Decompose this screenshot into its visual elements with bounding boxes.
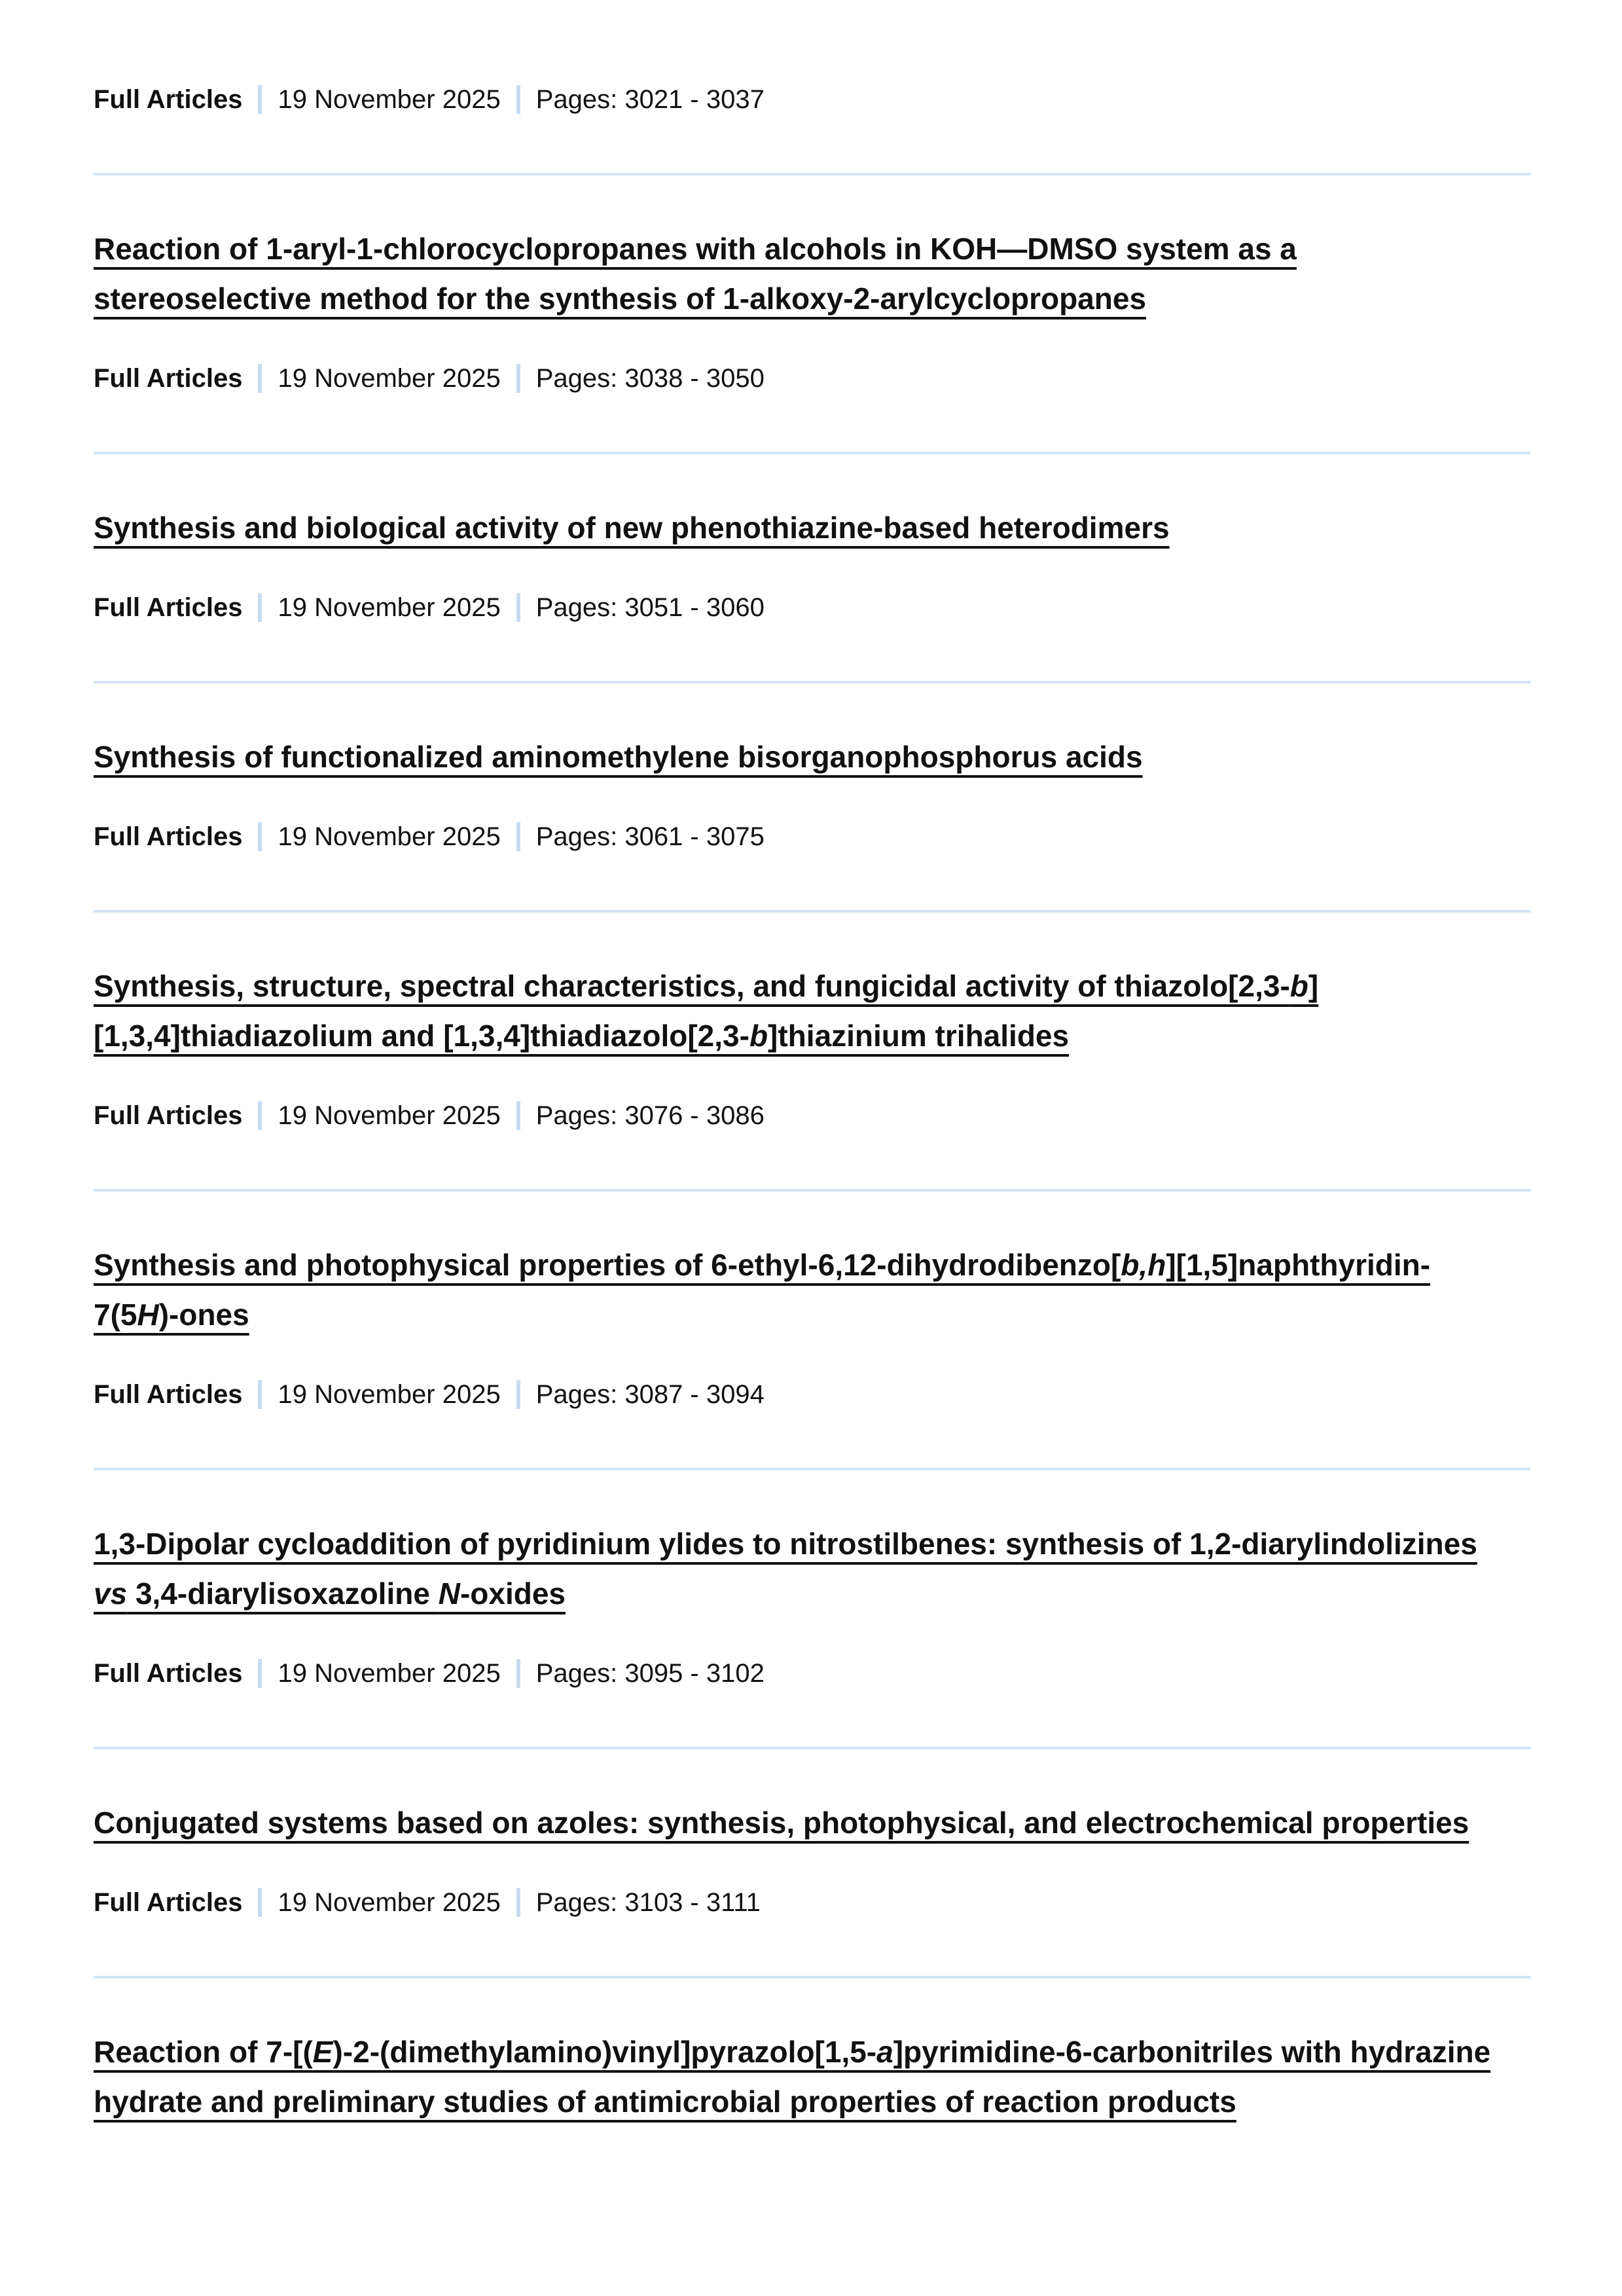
divider [94, 910, 1531, 913]
title-segment: ][1,5]naphthyridin-7(5 [94, 1248, 1431, 1332]
page-range: Pages: 3095 - 3102 [535, 1658, 765, 1688]
separator [258, 1380, 262, 1409]
publication-date: 19 November 2025 [278, 363, 501, 393]
title-segment: Synthesis and biological activity of new phenothiazine-based heterodimers [94, 511, 1170, 545]
separator [258, 1659, 262, 1688]
publication-date: 19 November 2025 [278, 822, 501, 851]
title-segment: Synthesis and photophysical properties of 6-ethyl-6,12-dihydrodibenzo[ [94, 1248, 1121, 1282]
page-range: Pages: 3021 - 3037 [535, 84, 765, 114]
article-type: Full Articles [94, 1658, 243, 1688]
article-title-link[interactable] [94, 224, 1501, 323]
title-segment: Reaction of 1-aryl-1-chlorocyclopropanes with alcohols in KOH—DMSO system as a stereoselective method for the synthesis of 1-alkoxy-2-arylcyclopropanes [94, 232, 1297, 316]
page-range: Pages: 3038 - 3050 [535, 363, 765, 393]
article-title-link[interactable] [94, 1798, 1501, 1848]
article-item [94, 961, 1531, 1192]
separator [516, 85, 520, 114]
publication-date: 19 November 2025 [278, 1887, 501, 1917]
article-type: Full Articles [94, 84, 243, 114]
article-title-link[interactable] [94, 732, 1501, 782]
article-meta [94, 362, 1531, 395]
article-type: Full Articles [94, 592, 243, 622]
page-range: Pages: 3103 - 3111 [535, 1887, 761, 1917]
separator [516, 1101, 520, 1130]
article-item [94, 1519, 1531, 1749]
article-meta [94, 591, 1531, 624]
page-range: Pages: 3076 - 3086 [535, 1101, 765, 1130]
title-segment: ]thiazinium trihalides [768, 1019, 1070, 1053]
title-segment: Synthesis of functionalized aminomethylene bisorganophosphorus acids [94, 740, 1143, 774]
article-title-link[interactable] [94, 1240, 1501, 1339]
title-segment: b [1289, 969, 1308, 1003]
title-segment: )-2-(dimethylamino)vinyl]pyrazolo[1,5- [333, 2035, 877, 2069]
divider [94, 1468, 1531, 1470]
title-segment: N [438, 1576, 460, 1611]
divider [94, 173, 1531, 175]
article-list [94, 0, 1531, 2126]
article-meta [94, 1886, 1531, 1919]
title-segment: ][1,3,4]thiadiazolium and [1,3,4]thiadiazolo[2,3- [94, 969, 1319, 1053]
publication-date: 19 November 2025 [278, 1379, 501, 1409]
article-title-link[interactable] [94, 2027, 1501, 2126]
separator [516, 1380, 520, 1409]
title-segment: b [749, 1019, 768, 1053]
separator [258, 85, 262, 114]
divider [94, 681, 1531, 683]
page-range: Pages: 3061 - 3075 [535, 822, 765, 851]
article-item [94, 732, 1531, 913]
separator [516, 822, 520, 851]
separator [258, 593, 262, 622]
article-item [94, 1240, 1531, 1470]
separator [258, 1888, 262, 1917]
title-segment: )-ones [158, 1298, 249, 1332]
separator [516, 1659, 520, 1688]
publication-date: 19 November 2025 [278, 1101, 501, 1130]
publication-date: 19 November 2025 [278, 592, 501, 622]
separator [258, 1101, 262, 1130]
article-type: Full Articles [94, 1101, 243, 1130]
separator [516, 593, 520, 622]
title-segment: b,h [1121, 1248, 1166, 1282]
title-segment: -oxides [460, 1576, 566, 1611]
article-type: Full Articles [94, 1887, 243, 1917]
divider [94, 452, 1531, 454]
title-segment: vs [94, 1576, 128, 1611]
article-title-link[interactable] [94, 961, 1501, 1061]
title-segment: E [312, 2035, 333, 2069]
divider [94, 1747, 1531, 1749]
divider [94, 1189, 1531, 1192]
article-type: Full Articles [94, 822, 243, 851]
article-meta [94, 1378, 1531, 1411]
article-meta [94, 1657, 1531, 1690]
publication-date: 19 November 2025 [278, 84, 501, 114]
article-type: Full Articles [94, 1379, 243, 1409]
publication-date: 19 November 2025 [278, 1658, 501, 1688]
article-title-link[interactable] [94, 1519, 1501, 1618]
separator [258, 364, 262, 393]
title-segment: Conjugated systems based on azoles: synthesis, photophysical, and electrochemical properties [94, 1806, 1469, 1840]
title-segment: 1,3-Dipolar cycloaddition of pyridinium ylides to nitrostilbenes: synthesis of 1,2-diarylindolizines [94, 1527, 1477, 1561]
separator [516, 364, 520, 393]
article-meta [94, 1099, 1531, 1132]
title-segment: H [137, 1298, 159, 1332]
title-segment: Synthesis, structure, spectral characteristics, and fungicidal activity of thiazolo[2,3- [94, 969, 1290, 1003]
page-range: Pages: 3051 - 3060 [535, 592, 765, 622]
divider [94, 1976, 1531, 1978]
title-segment: 3,4-diarylisoxazoline [127, 1576, 439, 1611]
article-title-link[interactable] [94, 503, 1501, 553]
article-type: Full Articles [94, 363, 243, 393]
title-segment: ]pyrimidine-6-carbonitriles with hydrazine hydrate and preliminary studies of antimicrobial properties of reaction products [94, 2035, 1491, 2119]
article-item [94, 1798, 1531, 1978]
article-meta [94, 83, 1531, 116]
article-meta [94, 820, 1531, 853]
separator [258, 822, 262, 851]
title-segment: a [876, 2035, 893, 2069]
page-range: Pages: 3087 - 3094 [535, 1379, 765, 1409]
separator [516, 1888, 520, 1917]
article-item [94, 83, 1531, 175]
title-segment: Reaction of 7-[( [94, 2035, 313, 2069]
article-item [94, 224, 1531, 454]
article-item [94, 2027, 1531, 2126]
article-item [94, 503, 1531, 683]
